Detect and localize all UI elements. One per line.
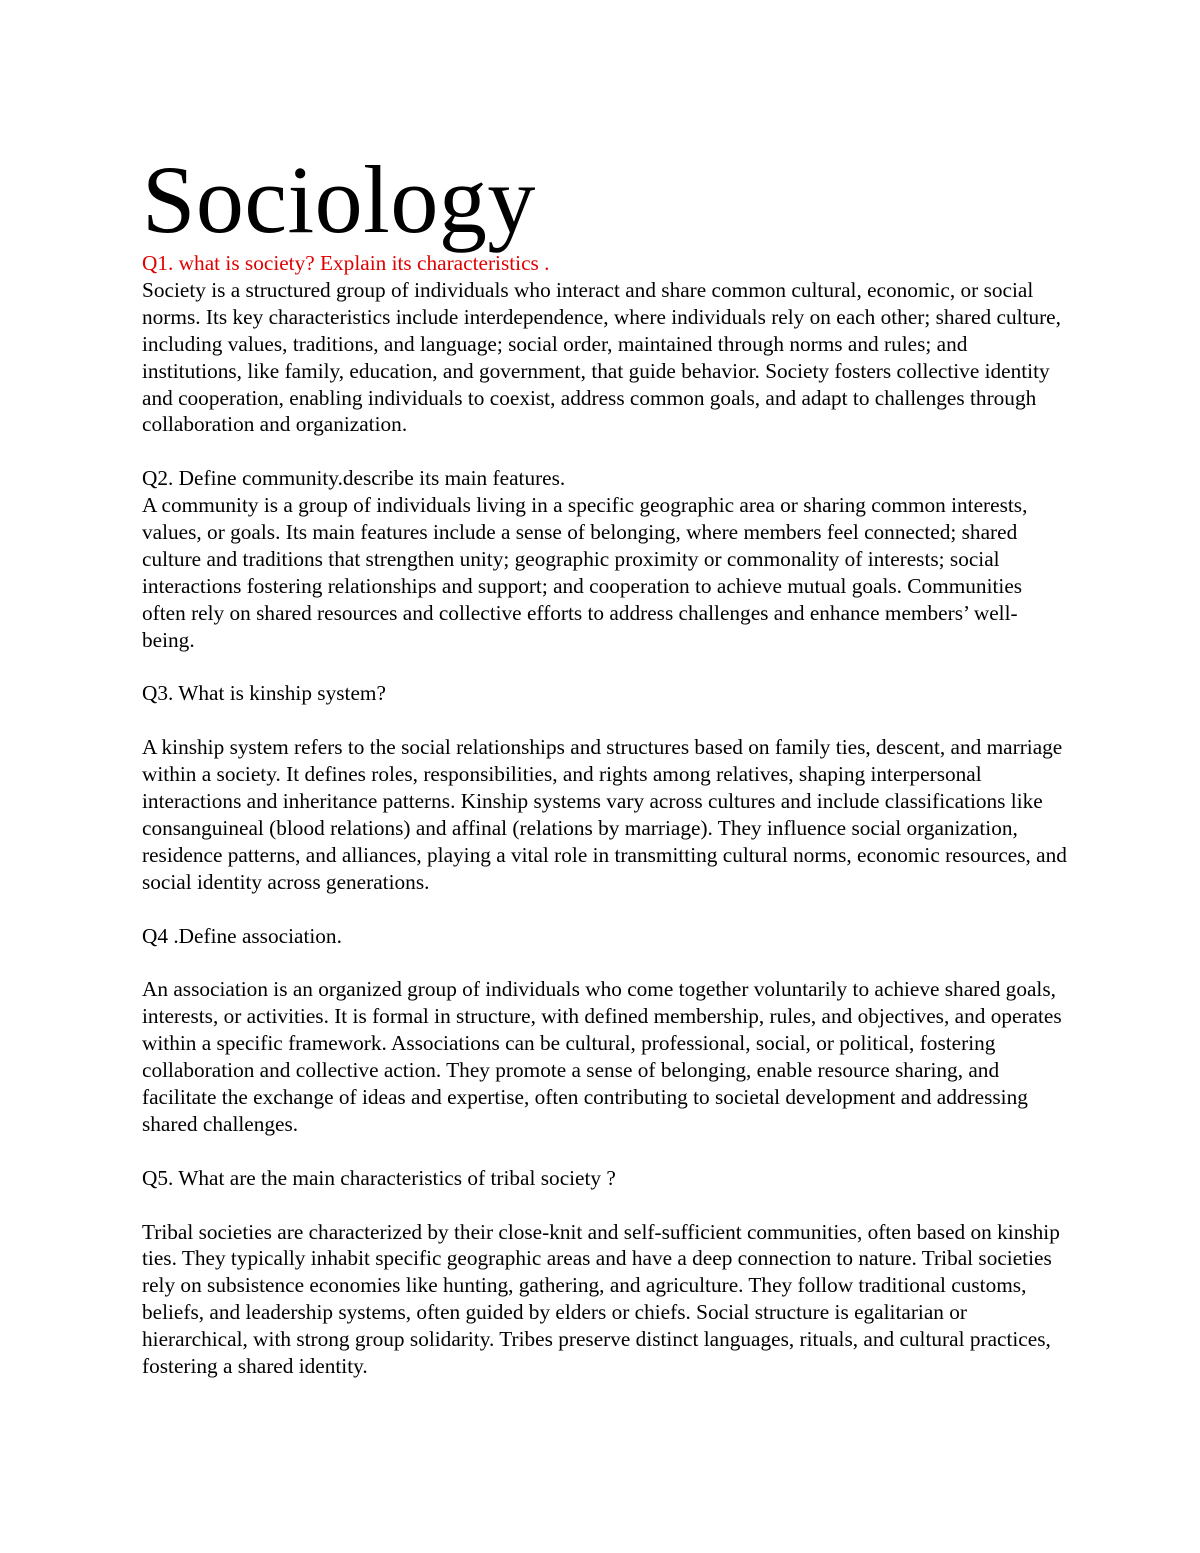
document-title: Sociology bbox=[142, 146, 536, 253]
question-2: Q2. Define community.describe its main features. bbox=[142, 466, 566, 491]
answer-4: An association is an organized group of individuals who come together voluntarily to achieve shared goals, interests, or activities. It is formal in structure, with defined membership, rules, and objectives, and operates within a specific framework. Associations can be cultural, professional, social, or political, fostering collaboration and collective action. They promote a sense of belonging, enable resource sharing, and facilitate the exchange of ideas and expertise, often contributing to societal development and addressing shared challenges. bbox=[142, 977, 1062, 1136]
document-page bbox=[142, 146, 1067, 1380]
paragraph-spacer bbox=[142, 438, 1067, 465]
question-5: Q5. What are the main characteristics of tribal society ? bbox=[142, 1165, 616, 1190]
answer-5: Tribal societies are characterized by their close-knit and self-sufficient communities, often based on kinship ties. They typically inhabit specific geographic areas and have a deep connection to nature. Tribal societies rely on subsistence economies like hunting, gathering, and agriculture. They follow traditional customs, beliefs, and leadership systems, often guided by elders or chiefs. Social structure is egalitarian or hierarchical, with strong group solidarity. Tribes preserve distinct languages, rituals, and cultural practices, fostering a shared identity. bbox=[142, 1219, 1060, 1379]
question-1: Q1. what is society? Explain its characteristics . bbox=[142, 251, 550, 275]
paragraph-spacer bbox=[142, 1192, 1067, 1219]
question-3: Q3. What is kinship system? bbox=[142, 681, 386, 706]
answer-3: A kinship system refers to the social relationships and structures based on family ties, descent, and marriage within a society. It defines roles, responsibilities, and rights among relatives, shaping interpersonal interactions and inheritance patterns. Kinship systems vary across cultures and include classifications like consanguineal (blood relations) and affinal (relations by marriage). They influence social organization, residence patterns, and alliances, playing a vital role in transmitting cultural norms, economic resources, and social identity across generations. bbox=[142, 735, 1067, 894]
question-4: Q4 .Define association. bbox=[142, 923, 342, 948]
answer-2: A community is a group of individuals living in a specific geographic area or sharing common interests, values, or goals. Its main features include a sense of belonging, where members feel connected; shared culture and traditions that strengthen unity; geographic proximity or commonality of interests; social interactions fostering relationships and support; and cooperation to achieve mutual goals. Communities often rely on shared resources and collective efforts to address challenges and enhance members’ well-being. bbox=[142, 493, 1028, 652]
paragraph-spacer bbox=[142, 707, 1067, 734]
paragraph-spacer bbox=[142, 1138, 1067, 1165]
paragraph-spacer bbox=[142, 654, 1067, 681]
paragraph-spacer bbox=[142, 950, 1067, 977]
answer-1: Society is a structured group of individuals who interact and share common cultural, economic, or social norms. Its key characteristics include interdependence, where individuals rely on each other; shared culture, including values, traditions, and language; social order, maintained through norms and rules; and institutions, like family, education, and government, that guide behavior. Society fosters collective identity and cooperation, enabling individuals to coexist, address common goals, and adapt to challenges through collaboration and organization. bbox=[142, 277, 1061, 437]
paragraph-spacer bbox=[142, 896, 1067, 923]
